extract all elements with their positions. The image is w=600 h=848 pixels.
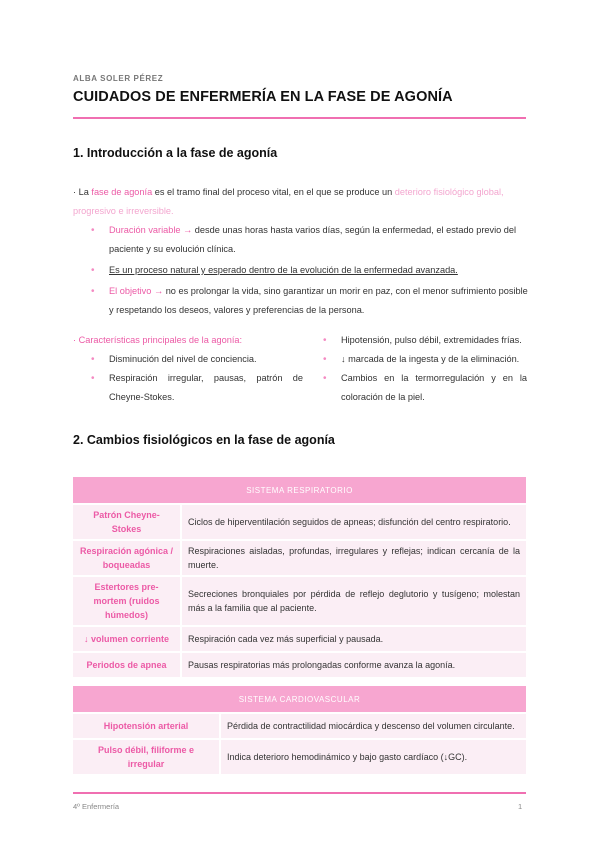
table-key-cell: Estertores pre-mortem (ruidos húmedos) (73, 577, 182, 625)
bullet-key: El objetivo → (109, 286, 166, 296)
table-key-cell: Hipotensión arterial (73, 714, 221, 738)
characteristics-left-column (73, 331, 303, 407)
characteristics-right-column (305, 331, 527, 407)
intro-highlight: deterioro fisiológico global, progresivo e irreversible. (73, 187, 504, 216)
table-row (73, 714, 526, 738)
cardiovascular-table (73, 684, 526, 776)
footer-course: 4º Enfermería (73, 802, 120, 811)
table-value-cell: Pausas respiratorias más prolongadas conforme avanza la agonía. (188, 660, 456, 670)
bullet-text: desde unas horas hasta varios días, según la enfermedad, el estado previo del paciente y su evolución clínica. (109, 225, 517, 254)
table-value-cell: Respiración cada vez más superficial y pausada. (188, 634, 384, 644)
table-header: SISTEMA RESPIRATORIO (246, 485, 353, 495)
table-value-cell: Indica deterioro hemodinámico y bajo gasto cardíaco (↓GC). (227, 752, 468, 762)
table-header: SISTEMA CARDIOVASCULAR (238, 694, 361, 704)
page-number: 1 (518, 802, 523, 811)
list-item: • Disminución del nivel de conciencia. (73, 350, 303, 369)
footer-divider (73, 792, 526, 794)
list-item: • Hipotensión, pulso débil, extremidades frías. (305, 331, 527, 350)
characteristics-right-list (305, 331, 527, 407)
section-1-heading: 1. Introducción a la fase de agonía (73, 146, 278, 160)
intro-bullet-list (73, 221, 528, 320)
intro-term: fase de agonía (91, 187, 153, 197)
intro-paragraph (73, 183, 528, 221)
list-item: • Respiración irregular, pausas, patrón de Cheyne-Stokes. (73, 369, 303, 407)
table-key-cell: Respiración agónica / boqueadas (73, 541, 182, 575)
table-row (73, 627, 526, 651)
table-row (73, 653, 526, 677)
table-row (73, 577, 526, 625)
table-row (73, 505, 526, 539)
list-item: • ↓ marcada de la ingesta y de la eliminación. (305, 350, 527, 369)
bullet-text: Es un proceso natural y esperado dentro de la evolución de la enfermedad avanzada. (109, 265, 458, 275)
characteristics-title: · Características principales de la agonía: (73, 335, 243, 345)
table-value-cell: Pérdida de contractilidad miocárdica y descenso del volumen circulante. (227, 721, 515, 731)
table-key-cell: Pulso débil, filiforme e irregular (73, 740, 221, 774)
bullet-key: Duración variable → (109, 225, 195, 235)
table-value-cell: Secreciones bronquiales por pérdida de reflejo deglutorio y tusígeno; molestan más a la familia que al paciente. (188, 589, 520, 613)
table-row (73, 740, 526, 774)
section-2-heading: 2. Cambios fisiológicos en la fase de agonía (73, 433, 335, 447)
bullet-text: no es prolongar la vida, sino garantizar un morir en paz, con el menor sufrimiento posible y respetando los deseos, valores y preferencias de la persona. (109, 286, 528, 315)
table-header-row (73, 686, 526, 712)
list-item (73, 221, 528, 259)
table-value-cell: Respiraciones aisladas, profundas, irregulares y reflejas; indican cercanía de la muerte. (188, 546, 520, 570)
table-value-cell: Ciclos de hiperventilación seguidos de apneas; disfunción del centro respiratorio. (188, 517, 511, 527)
list-item: • Cambios en la termorregulación y en la coloración de la piel. (305, 369, 527, 407)
document-title: CUIDADOS DE ENFERMERÍA EN LA FASE DE AGONÍA (73, 89, 453, 105)
characteristics-left-list (73, 350, 303, 407)
list-item (73, 282, 528, 320)
author-name: ALBA SOLER PÉREZ (73, 74, 164, 83)
list-item (73, 261, 528, 280)
table-row (73, 541, 526, 575)
table-key-cell: Periodos de apnea (73, 653, 182, 677)
respiratory-table (73, 475, 526, 679)
table-header-row (73, 477, 526, 503)
intro-prefix: · La (73, 187, 92, 197)
table-key-cell: ↓ volumen corriente (73, 627, 182, 651)
intro-middle: es el tramo final del proceso vital, en el que se produce un (152, 187, 395, 197)
table-key-cell: Patrón Cheyne-Stokes (73, 505, 182, 539)
header-divider (73, 117, 526, 119)
